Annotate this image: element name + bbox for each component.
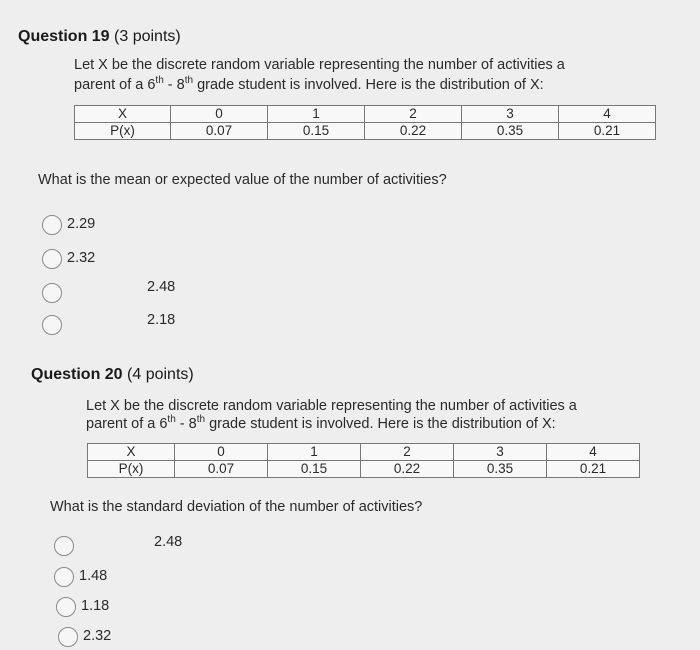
answer-label: 2.48 xyxy=(154,534,183,550)
x-value: 3 xyxy=(462,106,559,123)
p-value: 0.35 xyxy=(454,461,547,478)
distribution-table xyxy=(87,443,640,478)
question-prompt: What is the standard deviation of the number of activities? xyxy=(50,499,423,515)
p-value: 0.22 xyxy=(365,123,462,140)
answer-label: 2.29 xyxy=(67,216,96,232)
p-value: 0.22 xyxy=(361,461,454,478)
answer-label: 2.32 xyxy=(83,628,112,644)
answer-radio[interactable] xyxy=(56,597,76,617)
row-label-x: X xyxy=(88,444,175,461)
question-19-title xyxy=(18,28,181,46)
row-label-p: P(x) xyxy=(75,123,171,140)
answer-label: 2.18 xyxy=(147,312,176,328)
answer-label: 2.48 xyxy=(147,279,176,295)
answer-radio[interactable] xyxy=(54,536,74,556)
answer-radio[interactable] xyxy=(42,249,62,269)
table-row-p xyxy=(88,461,640,478)
question-20-title xyxy=(31,366,194,384)
stem-line-2: parent of a 6th - 8th grade student is involved. Here is the distribution of X: xyxy=(74,75,544,93)
answer-radio[interactable] xyxy=(42,315,62,335)
p-value: 0.07 xyxy=(175,461,268,478)
x-value: 1 xyxy=(268,444,361,461)
question-points: (3 points) xyxy=(114,28,181,45)
table-row-x xyxy=(88,444,640,461)
question-stem xyxy=(86,396,577,434)
answer-radio[interactable] xyxy=(42,215,62,235)
x-value: 3 xyxy=(454,444,547,461)
row-label-x: X xyxy=(75,106,171,123)
question-stem xyxy=(74,55,565,95)
row-label-p: P(x) xyxy=(88,461,175,478)
answer-label: 1.18 xyxy=(81,598,110,614)
p-value: 0.15 xyxy=(268,123,365,140)
stem-line-1: Let X be the discrete random variable representing the number of activities a xyxy=(74,57,565,73)
x-value: 1 xyxy=(268,106,365,123)
p-value: 0.21 xyxy=(559,123,656,140)
question-number: Question 20 xyxy=(31,366,123,383)
x-value: 4 xyxy=(547,444,640,461)
answer-radio[interactable] xyxy=(54,567,74,587)
question-prompt: What is the mean or expected value of the number of activities? xyxy=(38,172,447,188)
p-value: 0.35 xyxy=(462,123,559,140)
p-value: 0.21 xyxy=(547,461,640,478)
answer-label: 2.32 xyxy=(67,250,96,266)
answer-radio[interactable] xyxy=(42,283,62,303)
stem-line-2: parent of a 6th - 8th grade student is involved. Here is the distribution of X: xyxy=(86,414,556,432)
stem-line-1: Let X be the discrete random variable representing the number of activities a xyxy=(86,398,577,414)
x-value: 2 xyxy=(361,444,454,461)
answer-label: 1.48 xyxy=(79,568,108,584)
x-value: 2 xyxy=(365,106,462,123)
question-points: (4 points) xyxy=(127,366,194,383)
p-value: 0.07 xyxy=(171,123,268,140)
p-value: 0.15 xyxy=(268,461,361,478)
table-row-x xyxy=(75,106,656,123)
answer-radio[interactable] xyxy=(58,627,78,647)
x-value: 0 xyxy=(171,106,268,123)
x-value: 4 xyxy=(559,106,656,123)
x-value: 0 xyxy=(175,444,268,461)
distribution-table xyxy=(74,105,656,140)
question-number: Question 19 xyxy=(18,28,110,45)
table-row-p xyxy=(75,123,656,140)
